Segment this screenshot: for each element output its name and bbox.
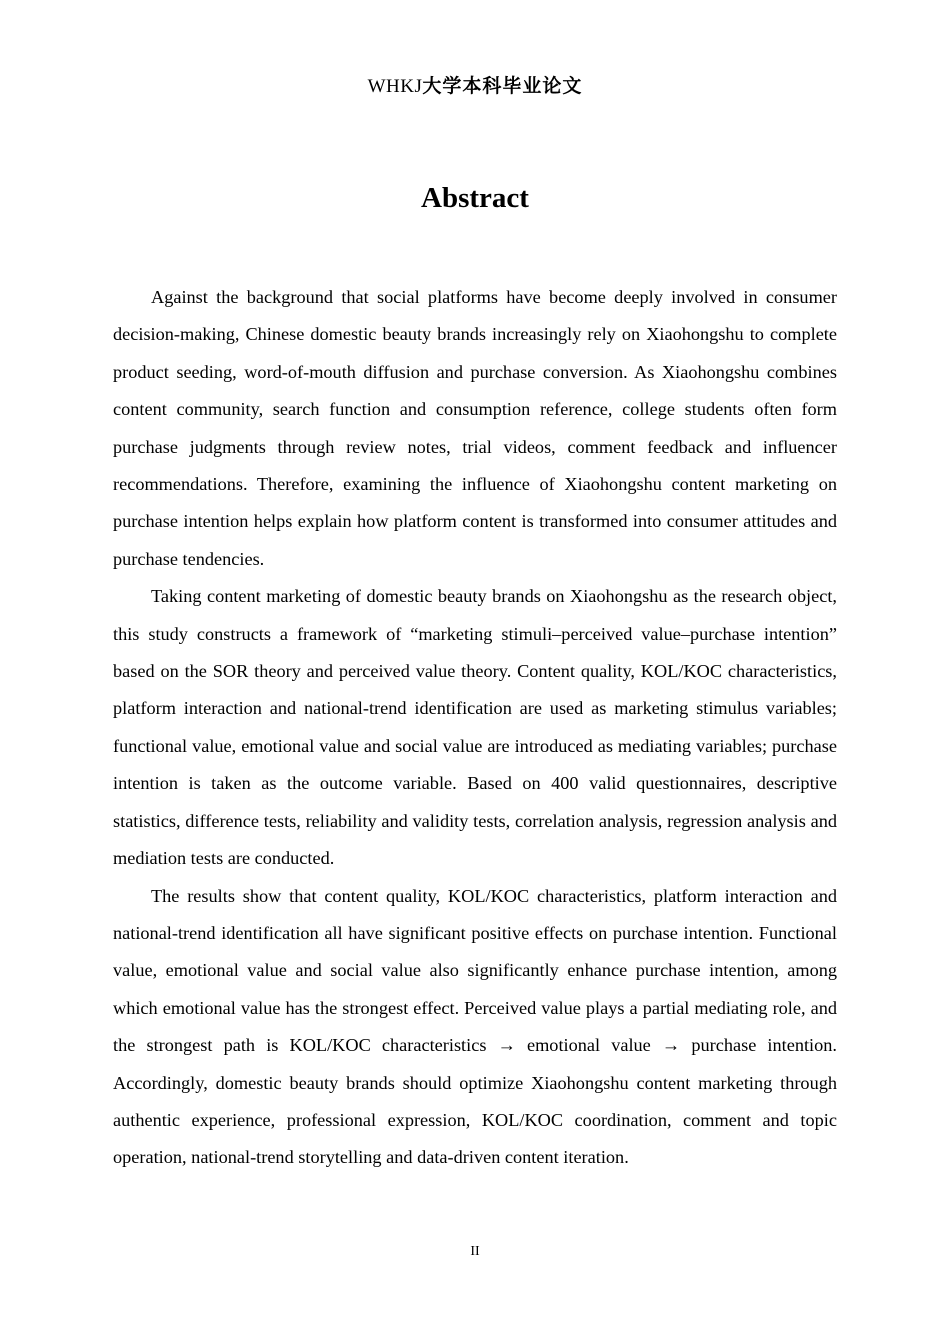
abstract-paragraph-2: Taking content marketing of domestic beauty brands on Xiaohongshu as the research object, this study constructs a framework of “marketing stimuli–perceived value–purchase intention” based on the SOR theory and perceived value theory. Content quality, KOL/KOC characteristics, platform interaction and national-trend identification are used as marketing stimulus variables; functional value, emotional value and social value are introduced as mediating variables; purchase intention is taken as the outcome variable. Based on 400 valid questionnaires, descriptive statistics, difference tests, reliability and validity tests, correlation analysis, regression analysis and mediation tests are conducted. (113, 586, 837, 869)
header-prefix: WHKJ (367, 76, 423, 97)
header-text: 大学本科毕业论文 (422, 75, 583, 97)
abstract-paragraph-3: The results show that content quality, KOL/KOC characteristics, platform interaction and national-trend identification all have significant positive effects on purchase intention. Functional value, emotional value and social value also significantly enhance purchase intention, among which emotional value has the strongest effect. Perceived value plays a partial mediating role, and the strongest path is KOL/KOC characteristics → emotional value → purchase intention. Accordingly, domestic beauty brands should optimize Xiaohongshu content marketing through authentic experience, professional expression, KOL/KOC coordination, comment and topic operation, national-trend storytelling and data-driven content iteration. (113, 885, 837, 1168)
abstract-paragraph-1: Against the background that social platforms have become deeply involved in consumer decision-making, Chinese domestic beauty brands increasingly rely on Xiaohongshu to complete product seeding, word-of-mouth diffusion and purchase conversion. As Xiaohongshu combines content community, search function and consumption reference, college students often form purchase judgments through review notes, trial videos, comment feedback and influencer recommendations. Therefore, examining the influence of Xiaohongshu content marketing on purchase intention helps explain how platform content is transformed into consumer attitudes and purchase tendencies. (113, 287, 837, 569)
running-header (0, 74, 950, 99)
abstract-title: Abstract (421, 182, 529, 214)
page-number: II (470, 1244, 480, 1259)
abstract-body (113, 279, 837, 1177)
